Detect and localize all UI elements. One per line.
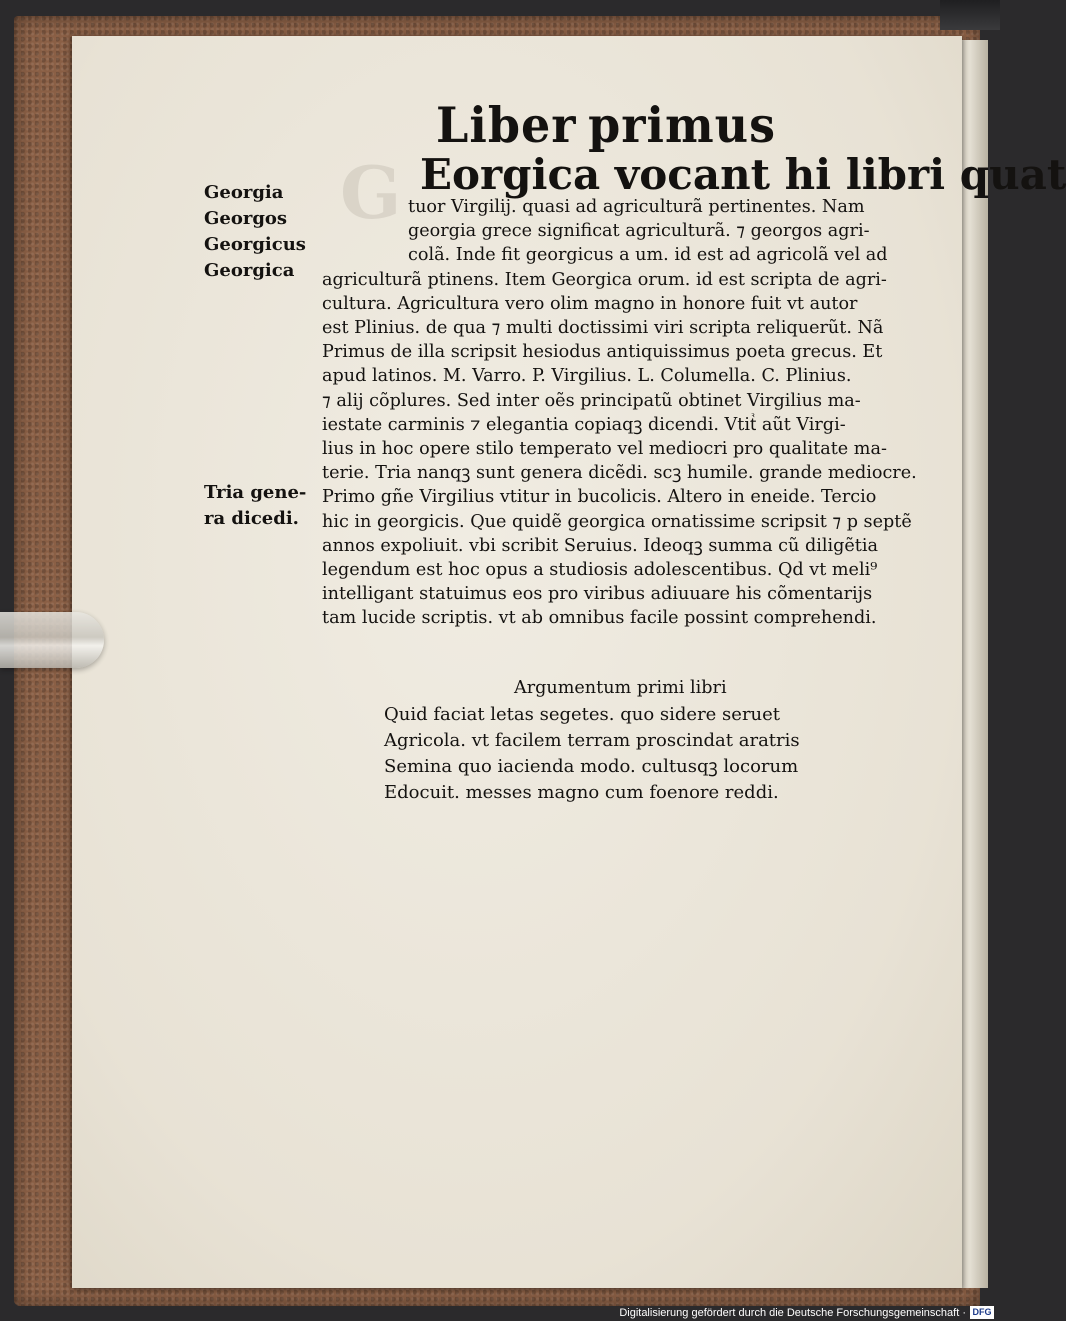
text-line: georgia grece significat agriculturã. ⁊ georgos agri- <box>408 221 870 242</box>
page-edge <box>958 40 988 1288</box>
funding-credit: Digitalisierung gefördert durch die Deutsche Forschungsgemeinschaft · <box>619 1307 966 1319</box>
book-spine <box>940 0 1000 30</box>
text-line: Primus de illa scripsit hesiodus antiquissimus poeta grecus. Et <box>322 342 883 363</box>
text-line: agriculturã ptinens. Item Georgica orum. id est scripta de agri- <box>322 269 887 290</box>
verse-line: Agricola. vt facilem terram proscindat aratris <box>384 730 800 751</box>
text-line: ⁊ alij cõplures. Sed inter oẽs principatũ obtinet Virgilius ma- <box>322 390 861 411</box>
marginal-note: Georgia <box>204 182 284 203</box>
text-line: intelligant statuimus eos pro viribus adiuuare his cõmentarijs <box>322 584 873 605</box>
text-line: annos expoliuit. vbi scribit Seruius. Ideoqꝫ summa cũ diligẽtia <box>322 535 878 556</box>
missing-initial-space: G <box>340 150 402 235</box>
marginal-note: Georgos <box>204 208 288 229</box>
text-line: iestate carminis ⁊ elegantia copiaqꝫ dicendi. Vtitᷣ aũt Virgi- <box>322 414 846 435</box>
heading-right: primus <box>588 96 776 154</box>
text-line: Primo gñe Virgilius vtitur in bucolicis. Altero in eneide. Tercio <box>322 487 877 508</box>
argument-verses <box>384 702 800 806</box>
page-clip <box>0 612 104 668</box>
page-heading <box>436 97 776 154</box>
text-line: est Plinius. de qua ⁊ multi doctissimi viri scripta reliquerũt. Nã <box>322 318 884 339</box>
text-line: hic in georgicis. Que quidẽ georgica ornatissime scripsit ⁊ p septẽ <box>322 511 912 532</box>
marginal-notes-genera <box>204 480 306 532</box>
marginal-note: ra dicedi. <box>204 508 299 529</box>
text-line: tuor Virgilij. quasi ad agriculturã pertinentes. Nam <box>408 197 865 217</box>
text-line: apud latinos. M. Varro. P. Virgilius. L. Columella. C. Plinius. <box>322 366 852 387</box>
opening-line: Eorgica vocant hi libri quat <box>420 150 1066 199</box>
text-line: tam lucide scriptis. vt ab omnibus facile possint comprehendi. <box>322 608 877 629</box>
commentary-text <box>322 195 917 631</box>
text-line: cultura. Agricultura vero olim magno in honore fuit vt autor <box>322 293 858 314</box>
text-line: lius in hoc opere stilo temperato vel mediocri pro qualitate ma- <box>322 439 887 460</box>
argument-title: Argumentum primi libri <box>514 678 727 698</box>
text-line: colã. Inde fit georgicus a um. id est ad agricolã vel ad <box>408 245 888 266</box>
text-line: terie. Tria nanqꝫ sunt genera dicẽdi. scꝫ humile. grande mediocre. <box>322 463 917 484</box>
marginal-notes-georgia <box>204 180 306 284</box>
marginal-note: Georgicus <box>204 234 306 255</box>
verse-line: Edocuit. messes magno cum foenore reddi. <box>384 782 779 803</box>
marginal-note: Tria gene- <box>204 482 307 503</box>
text-line: legendum est hoc opus a studiosis adolescentibus. Qd vt meli⁹ <box>322 560 878 581</box>
marginal-note: Georgica <box>204 260 295 281</box>
heading-left: Liber <box>436 96 577 154</box>
verse-line: Quid faciat letas segetes. quo sidere seruet <box>384 704 781 725</box>
verse-line: Semina quo iacienda modo. cultusqꝫ locorum <box>384 756 799 777</box>
dfg-logo: DFG <box>970 1306 994 1319</box>
